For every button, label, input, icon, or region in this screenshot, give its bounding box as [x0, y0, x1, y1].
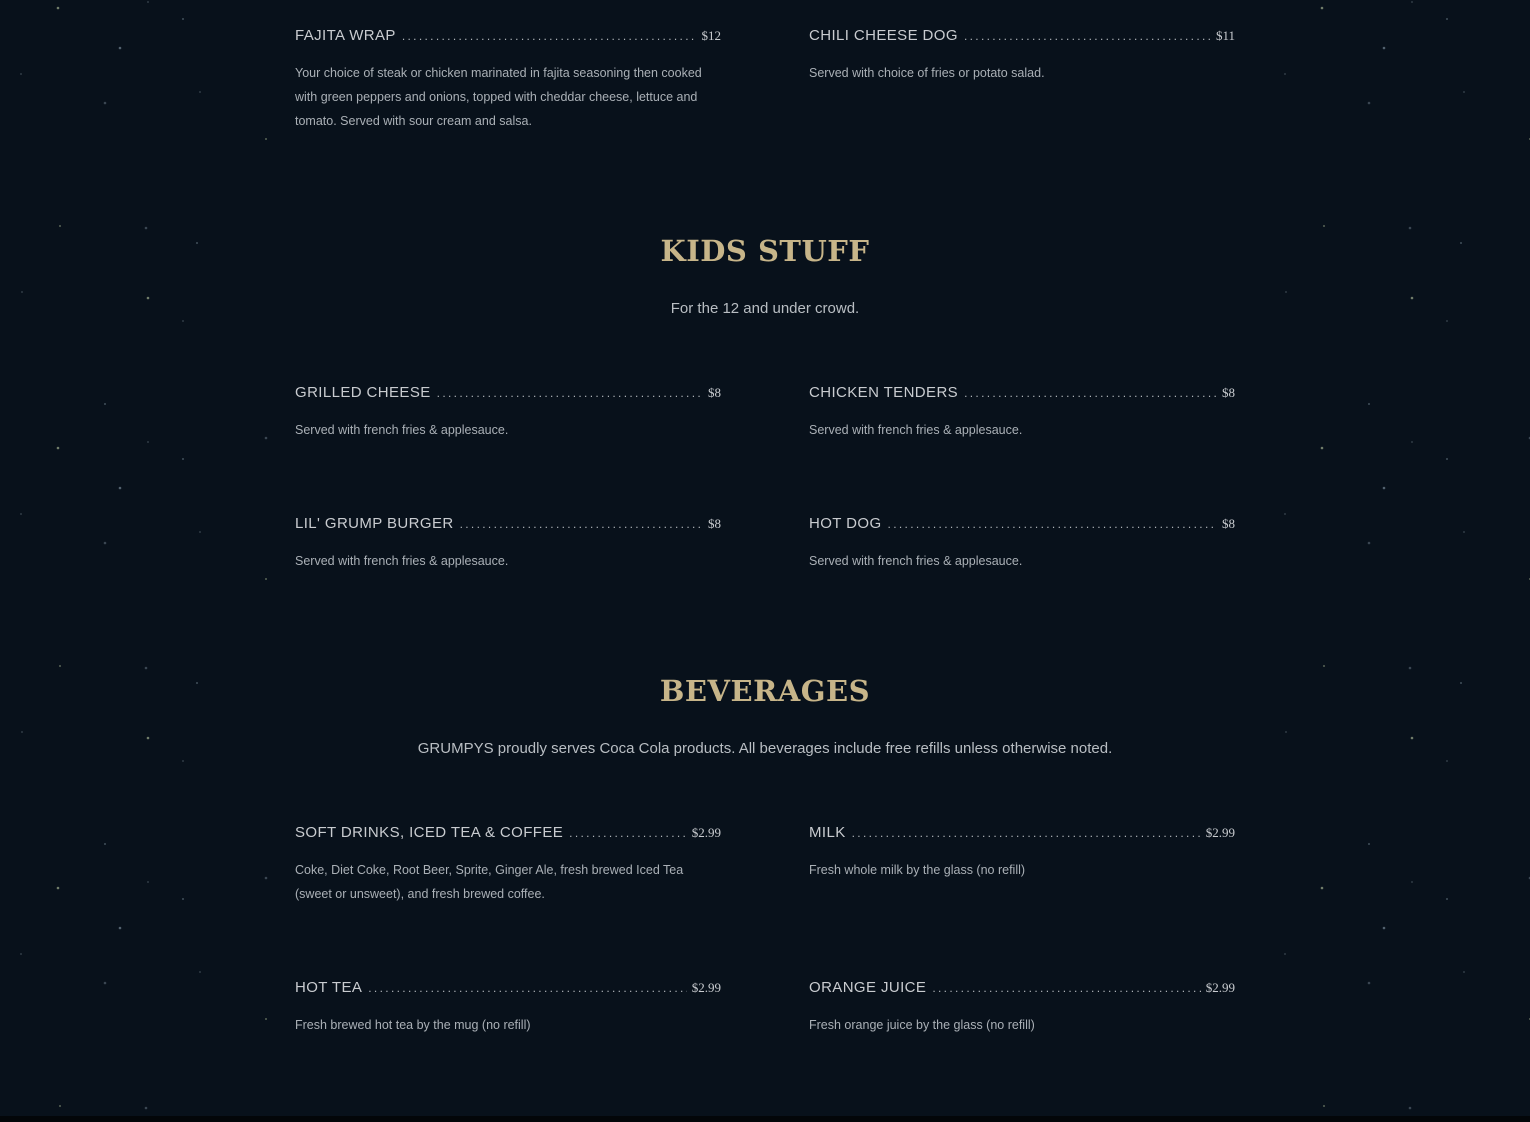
item-name: HOT TEA [295, 979, 363, 996]
item-description: Served with choice of fries or potato salad. [809, 66, 1045, 80]
star-dot [1463, 91, 1465, 93]
star-dot [119, 927, 122, 930]
dot-leader [932, 981, 1200, 995]
item-name: CHICKEN TENDERS [809, 384, 959, 401]
star-dot [1411, 441, 1413, 443]
star-dot [265, 578, 267, 580]
star-dot [21, 291, 23, 293]
star-dot [59, 1105, 61, 1107]
star-dot [1368, 102, 1371, 105]
star-dot [119, 487, 122, 490]
star-dot [1284, 73, 1286, 75]
item-name: HOT DOG [809, 515, 882, 532]
star-dot [1411, 1, 1413, 3]
star-dot [1321, 447, 1324, 450]
star-dot [1284, 953, 1286, 955]
item-header [295, 515, 721, 537]
dot-leader [402, 29, 697, 43]
item-name: ORANGE JUICE [809, 979, 927, 996]
star-dot [1409, 1107, 1412, 1110]
star-dot [1285, 731, 1287, 733]
item-description: Fresh whole milk by the glass (no refill) [809, 863, 1026, 877]
star-dot [57, 7, 60, 10]
item-price: $2.99 [691, 825, 721, 840]
star-dot [1321, 887, 1324, 890]
dot-leader [368, 981, 686, 995]
item-name: MILK [809, 824, 846, 841]
star-dot [145, 1107, 148, 1110]
star-dot [147, 881, 149, 883]
item-price: $11 [1215, 28, 1235, 43]
item-description: Coke, Diet Coke, Root Beer, Sprite, Ginger Ale, fresh brewed Iced Tea (sweet or unsweet), and fresh brewed coffee. [295, 863, 684, 901]
star-dot [265, 138, 267, 140]
star-dot [20, 513, 22, 515]
item-header [809, 27, 1235, 49]
star-dot [182, 898, 184, 900]
star-dot [57, 447, 60, 450]
menu-item-chicken-tenders [809, 384, 1235, 442]
dot-leader [964, 29, 1211, 43]
star-dot [20, 953, 22, 955]
menu-item-chili-cheese-dog [809, 27, 1235, 85]
dot-leader [569, 826, 687, 840]
section-title-beverages: BEVERAGES [659, 674, 871, 708]
dot-leader [437, 386, 703, 400]
star-dot [265, 877, 268, 880]
star-dot [1463, 531, 1465, 533]
star-dot [147, 737, 150, 740]
star-dot [1368, 843, 1370, 845]
page-bottom-edge [0, 1116, 1530, 1122]
star-dot [1285, 291, 1287, 293]
star-dot [119, 47, 122, 50]
item-price: $2.99 [1205, 980, 1235, 995]
section-title-kids-stuff: KIDS STUFF [660, 234, 870, 268]
star-dot [1446, 18, 1448, 20]
dot-leader [460, 517, 703, 531]
item-header [295, 979, 721, 1001]
menu-item-orange-juice [809, 979, 1235, 1037]
star-dot [57, 887, 60, 890]
item-header [809, 979, 1235, 1001]
item-price: $2.99 [691, 980, 721, 995]
star-dot [1411, 297, 1414, 300]
star-dot [21, 731, 23, 733]
item-name: FAJITA WRAP [295, 27, 396, 44]
item-header [295, 27, 721, 49]
item-price: $2.99 [1205, 825, 1235, 840]
item-description: Fresh brewed hot tea by the mug (no refill) [295, 1018, 531, 1032]
star-dot [104, 102, 107, 105]
star-dot [147, 297, 150, 300]
star-dot [1383, 927, 1386, 930]
star-dot [1323, 1105, 1325, 1107]
star-dot [1446, 898, 1448, 900]
star-dot [199, 971, 201, 973]
star-dot [1409, 667, 1412, 670]
item-name: LIL' GRUMP BURGER [295, 515, 454, 532]
star-dot [182, 458, 184, 460]
star-dot [1411, 737, 1414, 740]
item-name: GRILLED CHEESE [295, 384, 431, 401]
star-dot [104, 982, 107, 985]
item-description: Served with french fries & applesauce. [809, 554, 1023, 568]
item-price: $8 [708, 516, 721, 531]
dot-leader [964, 386, 1217, 400]
star-dot [1368, 542, 1371, 545]
star-dot [1463, 971, 1465, 973]
star-dot [1446, 760, 1448, 762]
star-dot [104, 542, 107, 545]
dot-leader [852, 826, 1201, 840]
item-price: $8 [1222, 516, 1235, 531]
item-header [295, 384, 721, 406]
item-description: Served with french fries & applesauce. [809, 423, 1023, 437]
star-dot [1409, 227, 1412, 230]
item-name: SOFT DRINKS, ICED TEA & COFFEE [295, 824, 564, 841]
menu-item-hot-tea [295, 979, 721, 1037]
star-dot [1368, 403, 1370, 405]
item-name: CHILI CHEESE DOG [809, 27, 958, 44]
star-dot [265, 1018, 267, 1020]
star-dot [182, 18, 184, 20]
item-price: $12 [701, 28, 721, 43]
star-dot [1323, 225, 1325, 227]
star-dot [199, 91, 201, 93]
item-price: $8 [1222, 385, 1235, 400]
star-dot [182, 320, 184, 322]
star-dot [104, 403, 106, 405]
item-header [809, 515, 1235, 537]
menu-item-hot-dog [809, 515, 1235, 573]
star-dot [1323, 665, 1325, 667]
star-dot [147, 441, 149, 443]
section-subtitle-beverages: GRUMPYS proudly serves Coca Cola products. All beverages include free refills unless otherwise noted. [417, 740, 1113, 757]
item-description: Fresh orange juice by the glass (no refill) [809, 1018, 1035, 1032]
star-dot [104, 843, 106, 845]
menu-item-fajita-wrap [295, 27, 721, 133]
star-dot [1446, 320, 1448, 322]
item-description: Your choice of steak or chicken marinated in fajita seasoning then cooked with green peppers and onions, topped with cheddar cheese, lettuce and tomato. Served with sour cream and salsa. [295, 66, 702, 128]
item-description: Served with french fries & applesauce. [295, 423, 509, 437]
star-dot [1368, 982, 1371, 985]
section-subtitle-kids-stuff: For the 12 and under crowd. [670, 300, 860, 317]
star-dot [1321, 7, 1324, 10]
star-dot [1383, 47, 1386, 50]
item-header [809, 824, 1235, 846]
star-dot [20, 73, 22, 75]
dot-leader [888, 517, 1217, 531]
star-dot [1411, 881, 1413, 883]
star-dot [59, 225, 61, 227]
item-header [809, 384, 1235, 406]
menu-item-soft-drinks [295, 824, 721, 906]
star-dot [145, 227, 148, 230]
star-dot [199, 531, 201, 533]
star-dot [1446, 458, 1448, 460]
menu-item-lil-grump-burger [295, 515, 721, 573]
item-header [295, 824, 721, 846]
menu-item-milk [809, 824, 1235, 882]
menu-item-grilled-cheese [295, 384, 721, 442]
star-dot [1383, 487, 1386, 490]
star-dot [59, 665, 61, 667]
star-dot [147, 1, 149, 3]
item-price: $8 [708, 385, 721, 400]
item-description: Served with french fries & applesauce. [295, 554, 509, 568]
star-dot [265, 437, 268, 440]
star-dot [145, 667, 148, 670]
star-dot [1284, 513, 1286, 515]
star-dot [182, 760, 184, 762]
